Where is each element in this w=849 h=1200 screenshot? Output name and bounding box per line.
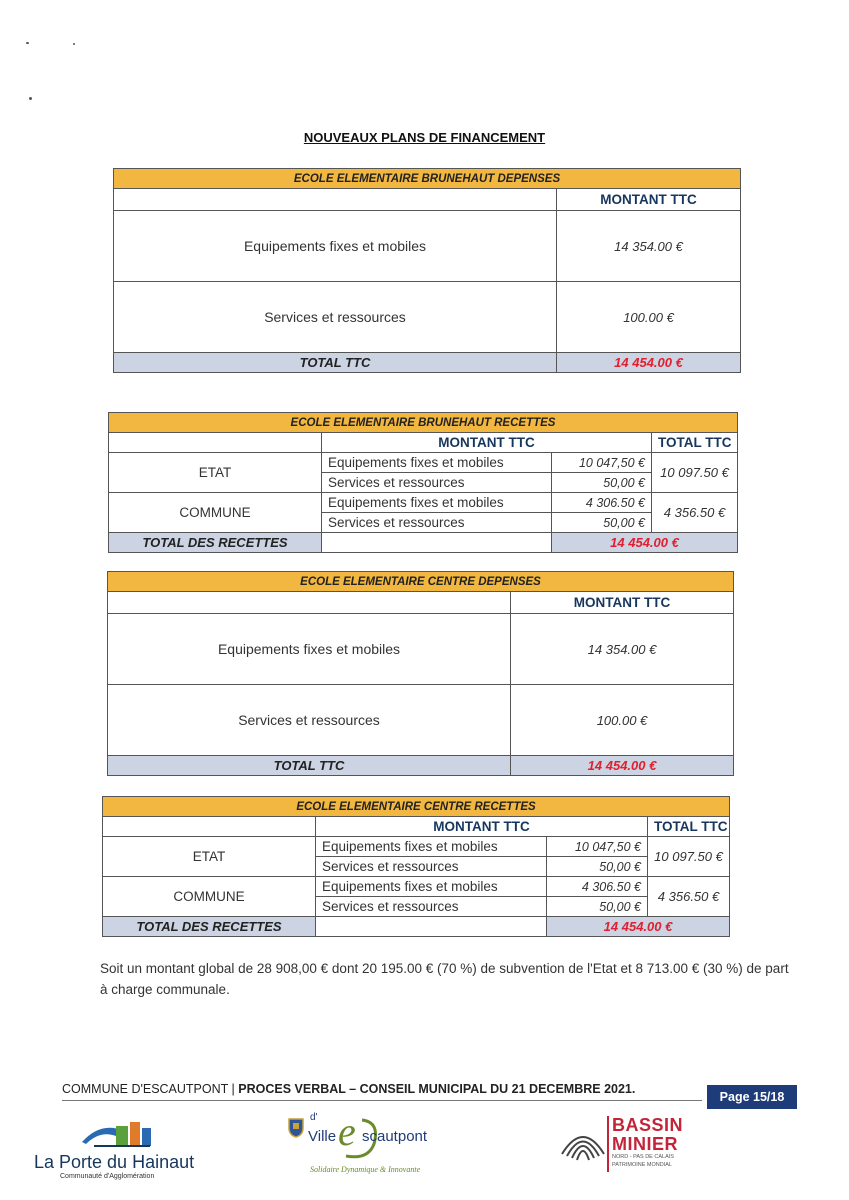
item-label: Services et ressources [316, 857, 547, 877]
item-amount: 10 047,50 € [547, 837, 648, 857]
montant-header: MONTANT TTC [557, 189, 741, 211]
table-title: ECOLE ELEMENTAIRE CENTRE RECETTES [103, 797, 730, 817]
footer-pv: PROCES VERBAL – CONSEIL MUNICIPAL DU 21 DECEMBRE 2021. [238, 1082, 636, 1096]
footer-separator: | [228, 1082, 239, 1096]
item-amount: 50,00 € [552, 513, 652, 533]
item-amount: 50,00 € [547, 897, 648, 917]
empty-cell [109, 433, 322, 453]
row-label: Services et ressources [108, 685, 511, 756]
row-amount: 14 354.00 € [511, 614, 734, 685]
empty-cell [114, 189, 557, 211]
minier-word: MINIER [612, 1134, 678, 1154]
porte-logo-name: La Porte du Hainaut [34, 1152, 195, 1172]
item-amount: 10 047,50 € [552, 453, 652, 473]
table-title: ECOLE ELEMENTAIRE CENTRE DEPENSES [108, 572, 734, 592]
scan-speck [73, 43, 75, 45]
montant-header: MONTANT TTC [322, 433, 652, 453]
footer-commune: COMMUNE D'ESCAUTPONT [62, 1082, 229, 1096]
total-amount: 14 454.00 € [552, 533, 738, 553]
item-label: Equipements fixes et mobiles [316, 837, 547, 857]
page-title: NOUVEAUX PLANS DE FINANCEMENT [303, 130, 546, 145]
ville-big-e: e [338, 1109, 356, 1154]
item-label: Equipements fixes et mobiles [322, 493, 552, 513]
bassin-heritage: PATRIMOINE MONDIAL [612, 1162, 672, 1168]
row-amount: 100.00 € [511, 685, 734, 756]
total-amount: 14 454.00 € [511, 756, 734, 776]
item-amount: 4 306.50 € [547, 877, 648, 897]
centre-depenses-table [107, 571, 734, 776]
empty-cell [316, 917, 547, 937]
total-label: TOTAL DES RECETTES [103, 917, 316, 937]
total-amount: 14 454.00 € [557, 353, 741, 373]
scan-speck [29, 97, 32, 100]
item-label: Equipements fixes et mobiles [322, 453, 552, 473]
porte-logo-subtitle: Communauté d'Agglomération [60, 1173, 155, 1180]
bassin-word: BASSIN [612, 1115, 684, 1135]
group-total: 4 356.50 € [648, 877, 730, 917]
empty-cell [108, 592, 511, 614]
empty-cell [322, 533, 552, 553]
centre-recettes-table [102, 796, 730, 937]
row-amount: 100.00 € [557, 282, 741, 353]
total-amount: 14 454.00 € [547, 917, 730, 937]
total-label: TOTAL TTC [108, 756, 511, 776]
row-label: Equipements fixes et mobiles [114, 211, 557, 282]
scan-speck [26, 42, 29, 44]
brunehaut-recettes-table [108, 412, 738, 553]
summary-paragraph: Soit un montant global de 28 908,00 € dont 20 195.00 € (70 %) de subvention de l'Etat et 8 713.00 € (30 %) de part à charge communale. [100, 961, 789, 997]
montant-header: MONTANT TTC [316, 817, 648, 837]
item-label: Services et ressources [322, 473, 552, 493]
montant-header: MONTANT TTC [511, 592, 734, 614]
ville-d-letter: d' [310, 1112, 318, 1123]
group-label-commune: COMMUNE [109, 493, 322, 533]
table-title: ECOLE ELEMENTAIRE BRUNEHAUT RECETTES [109, 413, 738, 433]
row-label: Services et ressources [114, 282, 557, 353]
row-amount: 14 354.00 € [557, 211, 741, 282]
total-label: TOTAL TTC [114, 353, 557, 373]
porte-du-hainaut-logo-icon [80, 1112, 160, 1152]
group-total: 10 097.50 € [648, 837, 730, 877]
item-amount: 50,00 € [547, 857, 648, 877]
brunehaut-depenses-table [113, 168, 741, 373]
group-label-etat: ETAT [109, 453, 322, 493]
ville-scautpont: scautpont [362, 1128, 428, 1145]
group-label-etat: ETAT [103, 837, 316, 877]
item-amount: 50,00 € [552, 473, 652, 493]
ville-word: Ville [308, 1128, 337, 1145]
ville-tagline: Solidaire Dynamique & Innovante [310, 1165, 421, 1174]
footer-line [62, 1082, 702, 1101]
item-amount: 4 306.50 € [552, 493, 652, 513]
bassin-minier-emblem-icon [558, 1116, 608, 1166]
row-label: Equipements fixes et mobiles [108, 614, 511, 685]
total-label: TOTAL DES RECETTES [109, 533, 322, 553]
bassin-region: NORD - PAS DE CALAIS [612, 1154, 674, 1160]
item-label: Services et ressources [316, 897, 547, 917]
item-label: Services et ressources [322, 513, 552, 533]
group-total: 10 097.50 € [652, 453, 738, 493]
table-title: ECOLE ELEMENTAIRE BRUNEHAUT DEPENSES [114, 169, 741, 189]
page-number-badge: Page 15/18 [707, 1085, 797, 1109]
total-header: TOTAL TTC [652, 433, 738, 453]
total-header: TOTAL TTC [648, 817, 730, 837]
item-label: Equipements fixes et mobiles [316, 877, 547, 897]
group-total: 4 356.50 € [652, 493, 738, 533]
empty-cell [103, 817, 316, 837]
group-label-commune: COMMUNE [103, 877, 316, 917]
bassin-divider [607, 1116, 609, 1172]
